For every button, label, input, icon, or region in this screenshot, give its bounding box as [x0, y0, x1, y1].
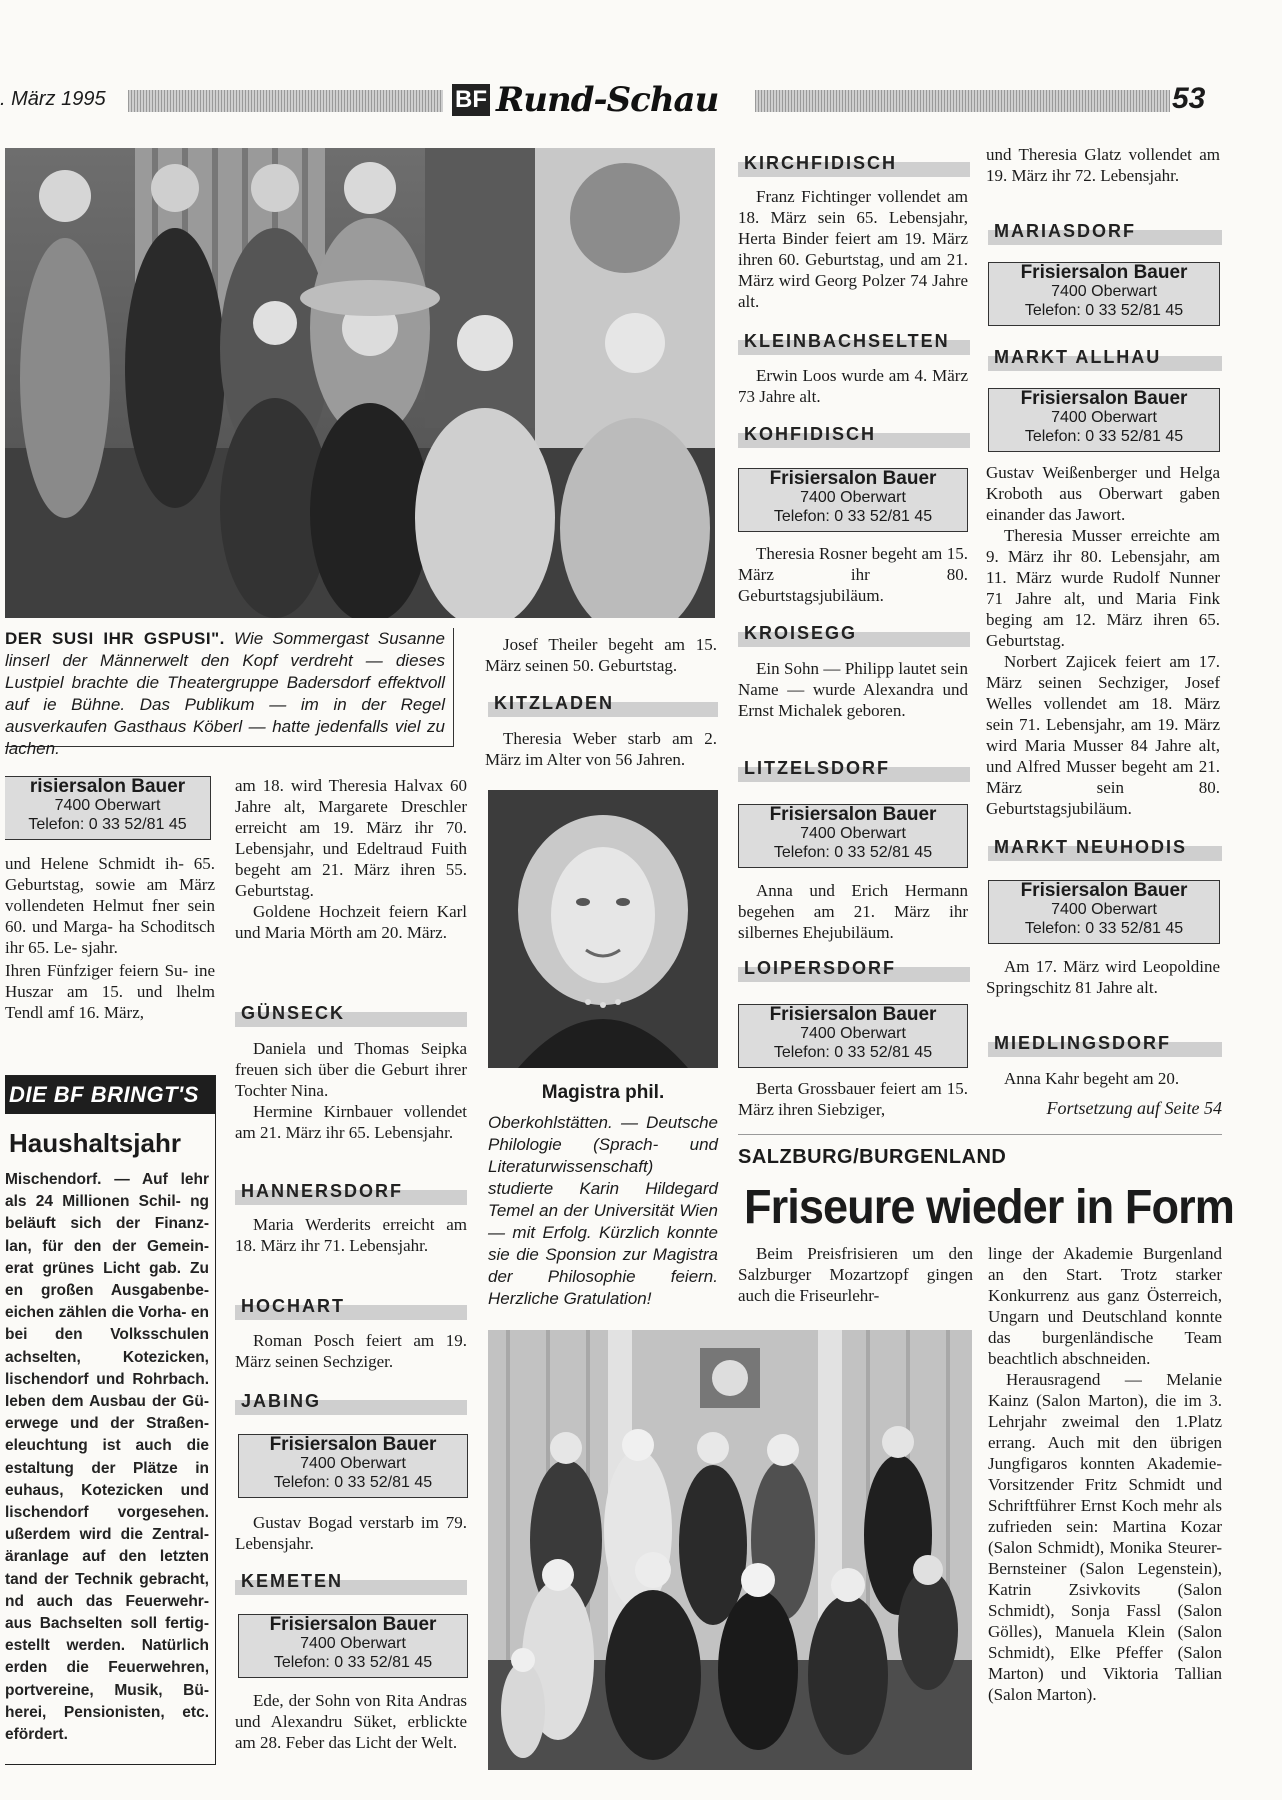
issue-date: . März 1995: [0, 88, 106, 110]
neuhodis-text: [986, 956, 1220, 998]
miedlingsdorf-paragraph: Anna Kahr begeht am 20.: [1004, 1069, 1180, 1088]
ad-frisiersalon-loipersdorf: [738, 1004, 968, 1068]
ad-phone: Telefon: 0 33 52/81 45: [773, 508, 933, 525]
heading-kitzladen: KITZLADEN: [488, 690, 718, 717]
col1-paragraph: und Helene Schmidt ih- 65. Geburtstag, sowie am März vollendeten Helmut fner sein 60. und Marga- ha Schoditsch ihr 65. Le- sjahr.: [5, 854, 215, 957]
ad-name: Frisiersalon Bauer: [1020, 262, 1188, 283]
ad-address: 7400 Oberwart: [1051, 283, 1157, 300]
col1-text: [5, 853, 215, 1023]
article-kicker: SALZBURG/BURGENLAND: [738, 1146, 1007, 1168]
header-band-right: [755, 90, 1170, 112]
miedlingsdorf-text: [986, 1068, 1220, 1089]
ad-phone: Telefon: 0 33 52/81 45: [1024, 920, 1184, 937]
ad-frisiersalon-mariasdorf: [988, 262, 1220, 326]
article-rule: [738, 1134, 1222, 1135]
portrait-photo: [488, 790, 718, 1068]
kleinbachselten-text: [738, 365, 968, 407]
litzelsdorf-paragraph: Anna und Erich Hermann begehen am 21. März ihr silbernes Ehejubiläum.: [738, 881, 968, 942]
heading-kroisegg: KROISEGG: [738, 620, 970, 647]
portrait-caption: Oberkohlstätten. — Deutsche Philologie (Sprach- und Literaturwissenschaft) studierte Karin Hildegard Temel an der Universität Wien — mit Erfolg. Kürzlich konnte sie die Sponsion zur Magistra der Philosophie feiern. Herzliche Gratulation!: [488, 1113, 718, 1308]
kirchfidisch-text: [738, 186, 968, 312]
heading-hannersdorf: HANNERSDORF: [235, 1178, 467, 1205]
guenseck-paragraph-2: Hermine Kirnbauer vollendet am 21. März ihr 65. Lebensjahr.: [235, 1102, 467, 1142]
article-headline: Friseure wieder in Form: [744, 1181, 1234, 1234]
ad-address: 7400 Oberwart: [800, 1025, 906, 1042]
ad-address: 7400 Oberwart: [1051, 901, 1157, 918]
box-title: DIE BF BRINGT'S: [5, 1076, 215, 1114]
kohfidisch-paragraph: Theresia Rosner begeht am 15. März ihr 80. Geburtstagsjubiläum.: [738, 544, 968, 605]
theatre-group-photo: [5, 148, 715, 618]
col2-paragraph-1: am 18. wird Theresia Halvax 60 Jahre alt, Margarete Dreschler erreicht am 19. März ihr 70. Lebensjahr, und Edeltraud Fuith begeht am 21. März ihren 55. Geburtstag.: [235, 776, 467, 900]
box-headline: Haushaltsjahr: [9, 1128, 181, 1158]
heading-kleinbachselten: KLEINBACHSELTEN: [738, 328, 970, 355]
ad-phone: Telefon: 0 33 52/81 45: [773, 844, 933, 861]
theatre-photo-caption: [5, 628, 454, 758]
jabing-paragraph: Gustav Bogad verstarb im 79. Lebensjahr.: [235, 1513, 467, 1553]
heading-litzelsdorf: LITZELSDORF: [738, 755, 970, 782]
allhau-paragraph-3: Norbert Zajicek feiert am 17. März seinen Sechziger, Josef Welles vollendet am 18. März sein 71. Lebensjahr, am 19. März wird Maria Musser 84 Jahre alt, und Alfred Musser begeht am 21. März sein 80. Geburtstagsjubiläum.: [986, 652, 1220, 818]
heading-kemeten: KEMETEN: [235, 1568, 467, 1595]
theatre-photo-illustration: [5, 148, 715, 618]
kohfidisch-text: [738, 543, 968, 606]
continued-note: Fortsetzung auf Seite 54: [1046, 1098, 1222, 1118]
markt-allhau-text: [986, 462, 1220, 819]
kemeten-paragraph: Ede, der Sohn von Rita Andras und Alexandru Süket, erblickte am 28. Feber das Licht der Welt.: [235, 1691, 467, 1752]
ad-frisiersalon-kohfidisch: [738, 468, 968, 532]
article-left-paragraph: Beim Preisfrisieren um den Salzburger Mozartzopf gingen auch die Friseurlehr-: [738, 1244, 973, 1305]
guenseck-text: [235, 1038, 467, 1143]
heading-mariasdorf: MARIASDORF: [988, 218, 1222, 245]
hairdresser-group-photo: [488, 1330, 972, 1770]
ad-phone: Telefon: 0 33 52/81 45: [1024, 302, 1184, 319]
ad-address: 7400 Oberwart: [300, 1635, 406, 1652]
heading-markt-allhau: MARKT ALLHAU: [988, 344, 1222, 371]
jabing-text: [235, 1512, 467, 1554]
ad-address: 7400 Oberwart: [300, 1455, 406, 1472]
caption-text: Wie Sommergast Susanne linserl der Männerwelt den Kopf verdreht — dieses Lustpiel brachte die Theatergruppe Badersdorf effektvoll auf ie Bühne. Das Publikum — im in der Regel ausverkaufen Gasthaus Köberl — hatte jedenfalls viel zu lachen.: [5, 629, 445, 758]
article-right-text: [988, 1243, 1222, 1705]
heading-jabing: JABING: [235, 1388, 467, 1415]
ad-frisiersalon-jabing: [238, 1434, 468, 1498]
heading-hochart: HOCHART: [235, 1293, 467, 1320]
hochart-text: [235, 1330, 467, 1372]
col5-top: [986, 144, 1220, 186]
heading-loipersdorf: LOIPERSDORF: [738, 955, 970, 982]
ad-name: Frisiersalon Bauer: [1020, 880, 1188, 901]
col2-text: [235, 775, 467, 943]
ad-address: 7400 Oberwart: [800, 489, 906, 506]
litzelsdorf-text: [738, 880, 968, 943]
article-right-paragraph-2: Herausragend — Melanie Kainz (Salon Marton), die im 3. Lehrjahr zweimal den 1.Platz errang. Auch mit den übrigen Jungfigaros konnten Akademie-Vorsitzender Fritz Schmidt und Schriftführer Ernst Koch mehr als zufrieden sein: Martina Kozar (Salon Schmidt), Monika Steurer-Bernsteiner (Salon Legenstein), Katrin Zsivkovits (Salon Schmidt), Sonja Fassl (Salon Gölles), Manuela Klein (Salon Schmidt), Elke Pfeffer (Salon Marton) und Viktoria Tallian (Salon Marton).: [988, 1370, 1222, 1704]
ad-frisiersalon-litzelsdorf: [738, 804, 968, 868]
loipersdorf-text: [738, 1078, 968, 1120]
ad-phone: Telefon: 0 33 52/81 45: [1024, 428, 1184, 445]
ad-frisiersalon-col1: [5, 776, 211, 840]
heading-kirchfidisch: KIRCHFIDISCH: [738, 150, 970, 177]
heading-guenseck: GÜNSECK: [235, 1000, 467, 1027]
heading-markt-neuhodis: MARKT NEUHODIS: [988, 834, 1222, 861]
ad-name: Frisiersalon Bauer: [1020, 388, 1188, 409]
kroisegg-paragraph: Ein Sohn — Philipp lautet sein Name — wurde Alexandra und Ernst Michalek geboren.: [738, 659, 968, 720]
guenseck-paragraph-1: Daniela und Thomas Seipka freuen sich über die Geburt ihrer Tochter Nina.: [235, 1039, 467, 1100]
col1-paragraph-2: Ihren Fünfziger feiern Su- ine Huszar am 15. und lhelm Tendl amf 16. März,: [5, 961, 215, 1022]
ad-address: 7400 Oberwart: [800, 825, 906, 842]
ad-frisiersalon-kemeten: [238, 1614, 468, 1678]
page-number: 53: [1172, 82, 1206, 115]
ad-phone: Telefon: 0 33 52/81 45: [273, 1474, 433, 1491]
kleinbachselten-paragraph: Erwin Loos wurde am 4. März 73 Jahre alt.: [738, 366, 968, 406]
ad-name: Frisiersalon Bauer: [269, 1614, 437, 1635]
ad-phone: Telefon: 0 33 52/81 45: [273, 1654, 433, 1671]
page-header: [0, 80, 1282, 122]
header-band-left: [128, 90, 443, 112]
portrait-title: Magistra phil.: [541, 1082, 665, 1103]
heading-miedlingsdorf: MIEDLINGSDORF: [988, 1030, 1222, 1057]
kemeten-text: [235, 1690, 467, 1753]
allhau-paragraph-1: Gustav Weißenberger und Helga Kroboth aus Oberwart gaben einander das Jawort.: [986, 463, 1220, 524]
loipersdorf-paragraph: Berta Grossbauer feiert am 15. März ihren Siebziger,: [738, 1079, 968, 1119]
caption-lead: DER SUSI IHR GSPUSI".: [5, 629, 225, 648]
bf-bringts-box: [5, 1075, 216, 1765]
ad-phone: Telefon: 0 33 52/81 45: [28, 816, 187, 833]
ad-name: Frisiersalon Bauer: [769, 468, 937, 489]
box-text: Mischendorf. — Auf lehr als 24 Millionen Schil- ng beläuft sich der Finanz- lan, für den der Gemein- erat grünes Licht gab. Zu en großen Ausgabenbe- eichen zählen die Vorha- en bei den Volksschulen achselten, Kotezicken, lischendorf und Rohrbach. Ieben dem Ausbau der Gü- erwege und der Straßen- eleuchtung ist auch die estaltung der Plätze in euhaus, Kotezicken und lischendorf vorgesehen. ußerdem wird die Zentral- äranlage auf den letzten tand der Technik gebracht, nd auch das Feuerwehr- aus Bachselten soll fertig- estellt werden. Natürlich erden die Feuerwehren, portvereine, Musik, Bü- herei, Pensionisten, etc. efördert.: [5, 1171, 209, 1744]
article-right-paragraph-1: linge der Akademie Burgenland an den Start. Trotz starker Konkurrenz aus ganz Österreich, Ungarn und Deutschland konnte das burgenländische Team beachtlich abschneiden.: [988, 1244, 1222, 1368]
hannersdorf-paragraph: Maria Werderits erreicht am 18. März ihr 71. Lebensjahr.: [235, 1215, 467, 1255]
heading-kohfidisch: KOHFIDISCH: [738, 421, 970, 448]
col3-top: [485, 634, 717, 676]
ad-name: risiersalon Bauer: [29, 776, 186, 797]
article-left-text: [738, 1243, 973, 1306]
ad-name: Frisiersalon Bauer: [269, 1434, 437, 1455]
col5-top-paragraph: und Theresia Glatz vollendet am 19. März ihr 72. Lebensjahr.: [986, 145, 1220, 185]
logo-name: Rund-Schau: [496, 80, 719, 120]
hochart-paragraph: Roman Posch feiert am 19. März seinen Sechziger.: [235, 1331, 467, 1371]
portrait-illustration: [488, 790, 718, 1068]
josef-theiler-paragraph: Josef Theiler begeht am 15. März seinen 50. Geburtstag.: [485, 635, 717, 675]
hannersdorf-text: [235, 1214, 467, 1256]
ad-frisiersalon-markt-neuhodis: [988, 880, 1220, 944]
kitzladen-text: [485, 728, 717, 770]
ad-frisiersalon-markt-allhau: [988, 388, 1220, 452]
ad-name: Frisiersalon Bauer: [769, 1004, 937, 1025]
col2-paragraph-2: Goldene Hochzeit feiern Karl und Maria Mörth am 20. März.: [235, 902, 467, 942]
ad-address: 7400 Oberwart: [54, 797, 161, 814]
logo-bf: BF: [452, 84, 490, 116]
kirchfidisch-paragraph: Franz Fichtinger vollendet am 18. März sein 65. Lebensjahr, Herta Binder feiert am 19. März ihren 60. Geburtstag, und am 21. März wird Georg Polzer 74 Jahre alt.: [738, 187, 968, 311]
kroisegg-text: [738, 658, 968, 721]
ad-name: Frisiersalon Bauer: [769, 804, 937, 825]
kitzladen-paragraph: Theresia Weber starb am 2. März im Alter von 56 Jahren.: [485, 729, 717, 769]
neuhodis-paragraph: Am 17. März wird Leopoldine Springschitz 81 Jahre alt.: [986, 957, 1220, 997]
ad-phone: Telefon: 0 33 52/81 45: [773, 1044, 933, 1061]
hairdresser-photo-illustration: [488, 1330, 972, 1770]
ad-address: 7400 Oberwart: [1051, 409, 1157, 426]
allhau-paragraph-2: Theresia Musser erreichte am 9. März ihr 80. Lebensjahr, am 11. März wurde Rudolf Nunner 71 Jahre alt, und Maria Fink beging am 12. März ihren 65. Geburtstag.: [986, 526, 1220, 650]
